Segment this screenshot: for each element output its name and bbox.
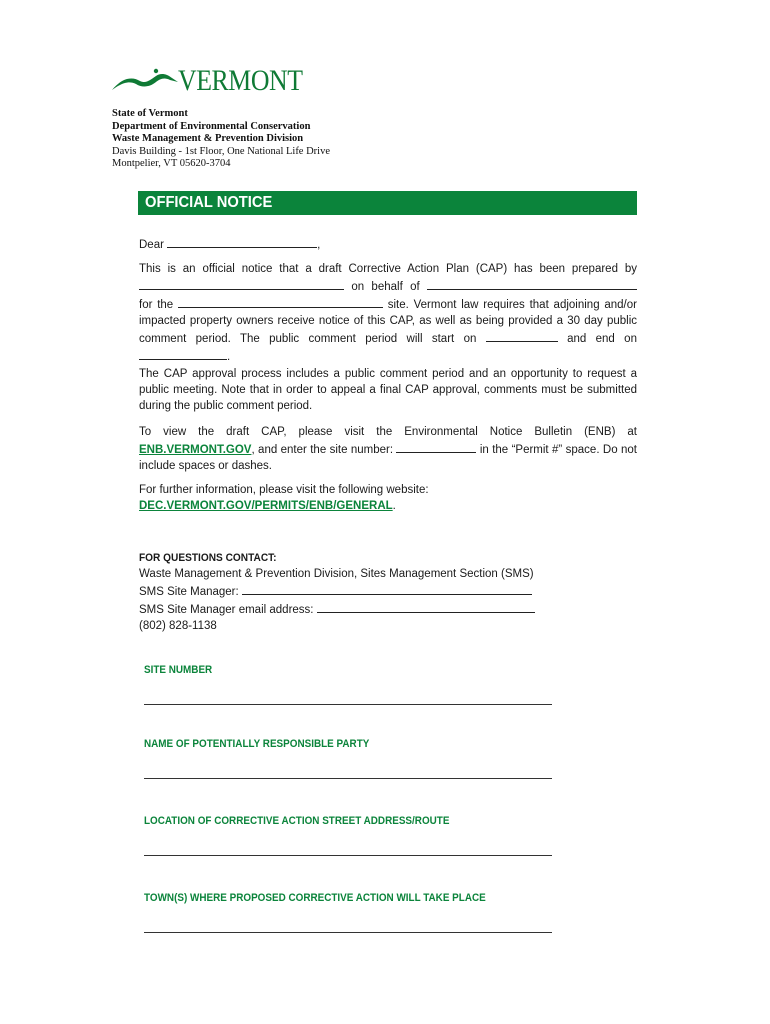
recipient-blank[interactable]	[167, 235, 317, 248]
dear-label: Dear	[139, 239, 164, 251]
banner-title: OFFICIAL NOTICE	[145, 194, 273, 211]
building-address: Davis Building - 1st Floor, One National Life Drive	[112, 145, 331, 157]
start-date-blank[interactable]	[486, 329, 558, 342]
contact-block	[139, 550, 535, 634]
paragraph-further-info: For further information, please visit the following website: DEC.VERMONT.GOV/PERMITS/ENB/GENERAL.	[139, 482, 637, 514]
site-manager-blank[interactable]	[242, 582, 532, 595]
site-number-blank[interactable]	[396, 440, 476, 453]
paragraph-view-cap	[139, 424, 637, 474]
p3-text-b: , and enter the site number:	[251, 444, 394, 456]
department-name: Department of Environmental Conservation	[112, 120, 311, 132]
salutation: Dear ,	[139, 235, 637, 253]
contact-section: Waste Management & Prevention Division, Sites Management Section (SMS)	[139, 568, 534, 580]
contact-phone: (802) 828-1138	[139, 620, 217, 632]
manager-email-label: SMS Site Manager email address:	[139, 604, 314, 616]
site-name-blank[interactable]	[178, 295, 383, 308]
site-manager-label: SMS Site Manager:	[139, 586, 239, 598]
end-date-blank[interactable]	[139, 347, 227, 360]
p1-text-a: This is an official notice that a draft Corrective Action Plan (CAP) has been prepared by	[139, 263, 637, 275]
manager-email-row	[139, 600, 535, 618]
p1-text-b: on behalf of	[351, 281, 420, 293]
city-address: Montpelier, VT 05620-3704	[112, 158, 231, 169]
vermont-logo	[110, 64, 303, 98]
manager-email-blank[interactable]	[317, 600, 535, 613]
party-field[interactable]	[144, 778, 552, 779]
location-label: LOCATION OF CORRECTIVE ACTION STREET ADDRESS/ROUTE	[144, 815, 450, 827]
towns-field[interactable]	[144, 932, 552, 933]
p3-text-c: in the “Permit #” space. Do not include spaces or dashes.	[139, 444, 637, 472]
state-name: State of Vermont	[112, 108, 188, 119]
towns-label: TOWN(S) WHERE PROPOSED CORRECTIVE ACTION WILL TAKE PLACE	[144, 892, 486, 904]
p1-text-c: for the	[139, 299, 174, 311]
division-name: Waste Management & Prevention Division	[112, 133, 304, 144]
p4-text: For further information, please visit the following website:	[139, 484, 429, 496]
official-notice-banner	[138, 191, 637, 215]
agency-address	[112, 108, 330, 171]
mountain-logo-icon	[110, 64, 180, 98]
location-field[interactable]	[144, 855, 552, 856]
logo-wordmark: VERMONT	[178, 64, 303, 97]
prepared-by-blank[interactable]	[139, 277, 344, 290]
enb-link[interactable]: ENB.VERMONT.GOV	[139, 444, 252, 456]
paragraph-approval-process: The CAP approval process includes a public comment period and an opportunity to request a public meeting. Note that in order to appeal a final CAP approval, comments must be submitted during the public comment period.	[139, 368, 637, 412]
p3-text-a: To view the draft CAP, please visit the Environmental Notice Bulletin (ENB) at	[139, 426, 637, 438]
contact-heading: FOR QUESTIONS CONTACT:	[139, 552, 277, 564]
on-behalf-of-blank[interactable]	[427, 277, 637, 290]
site-number-label: SITE NUMBER	[144, 664, 213, 676]
paragraph-cap-notice: This is an official notice that a draft Corrective Action Plan (CAP) has been prepared by on behalf of for the site. Vermont law requires that adjoining and/or impacted property owners receive notice of this CAP, as well as being provided a 30 day public comment period. The public comment period will start on and end on .	[139, 263, 637, 363]
party-label: NAME OF POTENTIALLY RESPONSIBLE PARTY	[144, 738, 370, 750]
p1-text-e: and end on	[567, 333, 637, 345]
dec-link[interactable]: DEC.VERMONT.GOV/PERMITS/ENB/GENERAL	[139, 500, 393, 512]
p1-text-d: site. Vermont law requires that adjoining and/or impacted property owners receive notice of this CAP, as well as being provided a 30 day public comment period. The public comment period will start on	[139, 299, 637, 345]
site-number-field[interactable]	[144, 704, 552, 705]
site-manager-row	[139, 582, 535, 600]
